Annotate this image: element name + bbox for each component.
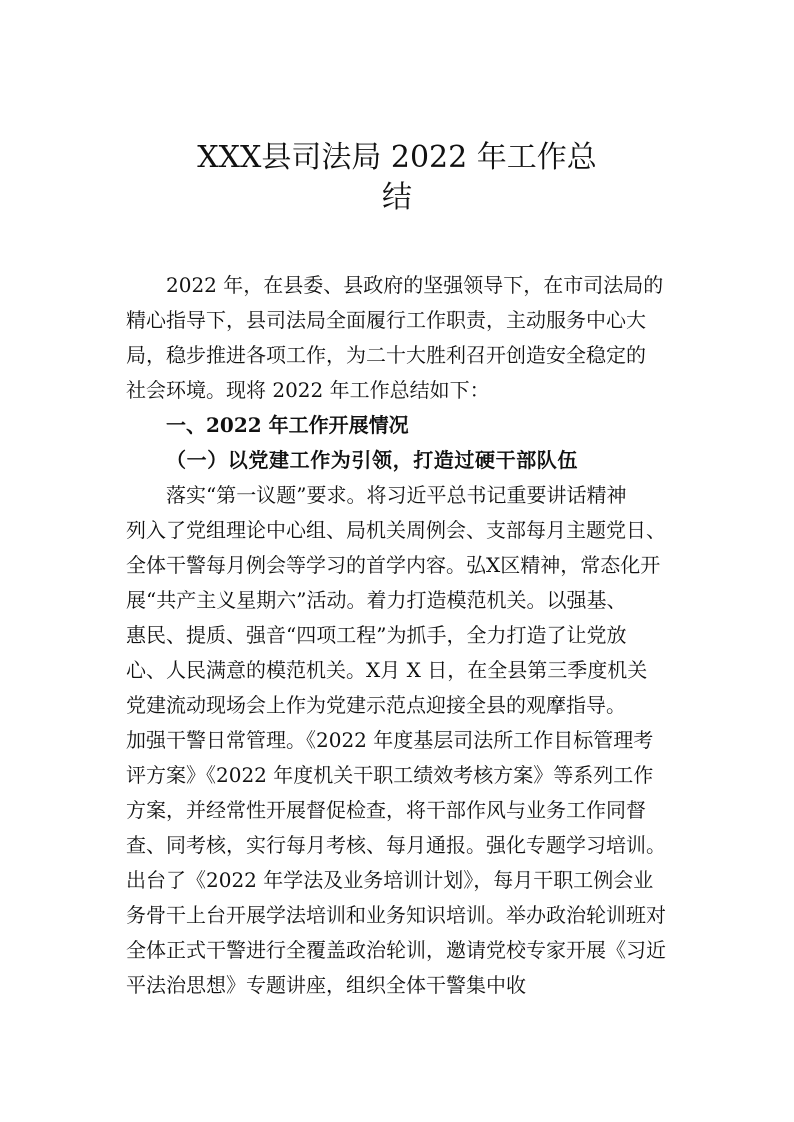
intro-line-1: 2022 年，在县委、县政府的坚强领导下，在市司法局的 [166, 273, 664, 297]
body-line-6: 心、人民满意的模范机关。X月 X 日，在全县第三季度机关 [126, 658, 648, 682]
body-line-7: 党建流动现场会上作为党建示范点迎接全县的观摩指导。 [126, 693, 626, 717]
body-line-1: 落实“第一议题”要求。将习近平总书记重要讲话精神 [166, 483, 627, 507]
body-line-4: 展“共产主义星期六”活动。着力打造模范机关。以强基、 [126, 588, 627, 612]
intro-line-4: 社会环境。现将 2022 年工作总结如下： [126, 378, 490, 402]
document-title [120, 138, 674, 218]
title-line-2: 结 [382, 180, 412, 215]
document-body [126, 268, 678, 1003]
body-line-9: 评方案》《2022 年度机关干职工绩效考核方案》等系列工作 [126, 763, 654, 787]
body-line-15: 平法治思想》专题讲座，组织全体干警集中收 [126, 973, 526, 997]
section-heading: 一、2022 年工作开展情况 [166, 413, 409, 437]
body-line-3: 全体干警每月例会等学习的首学内容。弘X区精神，常态化开 [126, 553, 661, 577]
body-line-2: 列入了党组理论中心组、局机关周例会、支部每月主题党日、 [126, 518, 666, 542]
body-line-14: 全体正式干警进行全覆盖政治轮训，邀请党校专家开展《习近 [126, 938, 666, 962]
body-line-11: 查、同考核，实行每月考核、每月通报。强化专题学习培训。 [126, 833, 666, 857]
intro-line-3: 局，稳步推进各项工作，为二十大胜利召开创造安全稳定的 [126, 343, 646, 367]
body-line-5: 惠民、提质、强音“四项工程”为抓手，全力打造了让党放 [126, 623, 627, 647]
body-line-8: 加强干警日常管理。《2022 年度基层司法所工作目标管理考 [126, 728, 654, 752]
intro-line-2: 精心指导下，县司法局全面履行工作职责，主动服务中心大 [126, 308, 646, 332]
body-line-10: 方案，并经常性开展督促检查，将干部作风与业务工作同督 [126, 798, 646, 822]
subsection-heading: （一）以党建工作为引领，打造过硬干部队伍 [166, 448, 578, 472]
body-line-12: 出台了《2022 年学法及业务培训计划》，每月干职工例会业 [126, 868, 654, 892]
title-line-1: XXX县司法局 2022 年工作总 [197, 140, 597, 175]
body-line-13: 务骨干上台开展学法培训和业务知识培训。举办政治轮训班对 [126, 903, 666, 927]
